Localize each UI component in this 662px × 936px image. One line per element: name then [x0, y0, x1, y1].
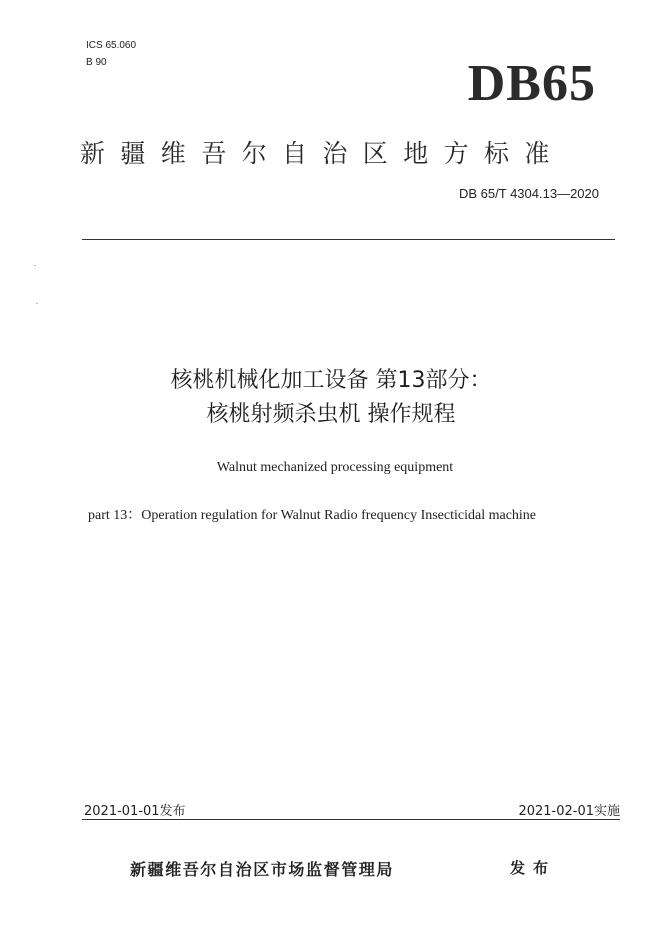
issue-date: 2021-01-01发布	[84, 804, 186, 819]
chinese-title-line-1: 核桃机械化加工设备 第13部分：	[170, 368, 492, 393]
ics-code: ICS 65.060	[86, 40, 137, 51]
scan-speck	[36, 303, 38, 304]
scan-speck	[34, 265, 36, 266]
english-title-line-1: Walnut mechanized processing equipment	[216, 460, 454, 475]
classification-codes	[86, 37, 136, 71]
implementation-date: 2021-02-01实施	[518, 804, 620, 819]
publisher-name: 新疆维吾尔自治区市场监督管理局	[130, 860, 395, 879]
publish-label: 发布	[510, 859, 557, 877]
standard-number: DB 65/T 4304.13—2020	[459, 186, 599, 201]
ccs-code: B 90	[86, 57, 107, 68]
top-divider	[82, 239, 615, 240]
english-title-line-2: part 13：Operation regulation for Walnut Radio frequency Insecticidal machine	[88, 508, 537, 523]
standard-logo: DB65	[467, 55, 596, 112]
chinese-title	[0, 364, 662, 432]
bottom-divider	[82, 819, 620, 820]
standard-type-title: 新疆维吾尔自治区地方标准	[80, 139, 565, 168]
chinese-title-line-2: 核桃射频杀虫机 操作规程	[206, 402, 456, 427]
